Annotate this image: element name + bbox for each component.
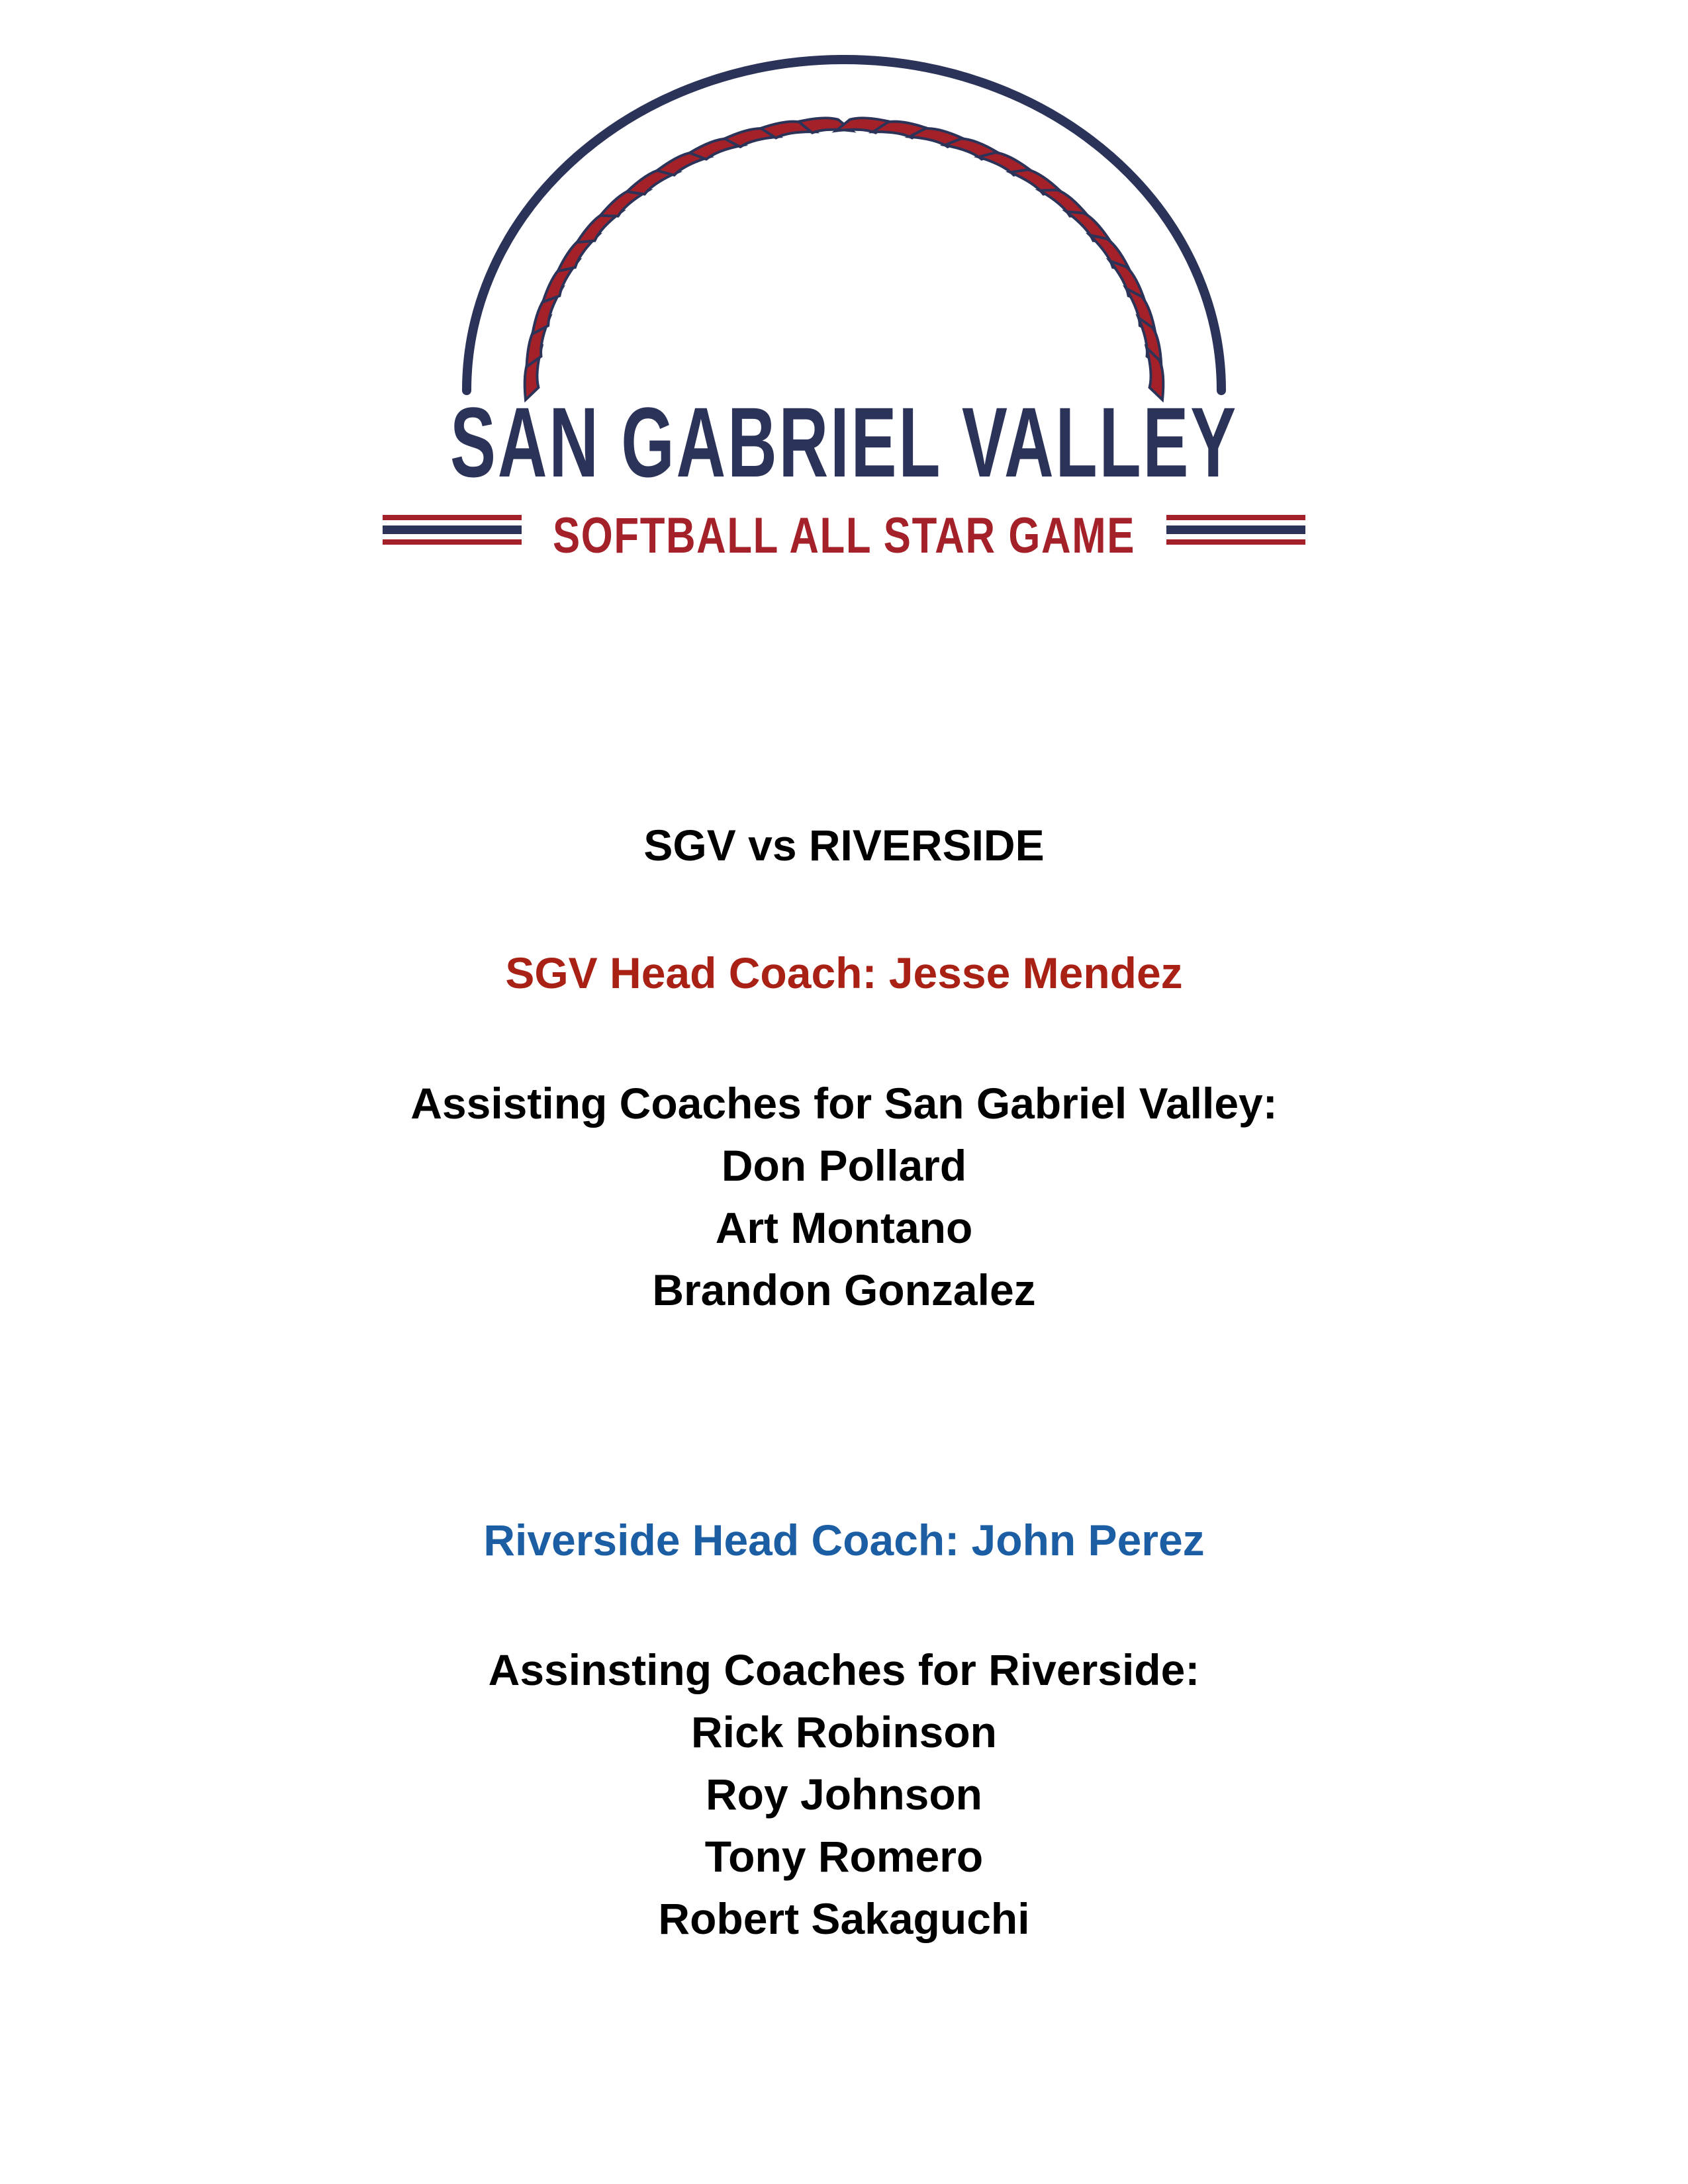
logo-title: SAN GABRIEL VALLEY xyxy=(450,387,1238,498)
matchup-heading: SGV vs RIVERSIDE xyxy=(643,821,1045,870)
riverside-assistants-heading: Assinsting Coaches for Riverside: xyxy=(488,1645,1200,1694)
riverside-assistant-1: Rick Robinson xyxy=(690,1707,998,1756)
sgv-assistants-heading: Assisting Coaches for San Gabriel Valley: xyxy=(410,1079,1278,1128)
riverside-assistant-3: Tony Romero xyxy=(704,1832,984,1881)
ball-arc xyxy=(467,60,1221,390)
stitch-marks xyxy=(524,116,1165,400)
sgv-assistant-2: Art Montano xyxy=(715,1203,973,1252)
logo xyxy=(371,86,1317,576)
sgv-head-coach: SGV Head Coach: Jesse Mendez xyxy=(505,948,1183,997)
sgv-assistant-1: Don Pollard xyxy=(721,1141,967,1190)
logo-subtitle: SOFTBALL ALL STAR GAME xyxy=(553,508,1135,564)
left-stripes xyxy=(383,515,522,545)
riverside-assistant-2: Roy Johnson xyxy=(705,1770,982,1819)
riverside-assistant-4: Robert Sakaguchi xyxy=(658,1894,1030,1943)
sgv-assistant-3: Brandon Gonzalez xyxy=(652,1265,1036,1314)
riverside-head-coach: Riverside Head Coach: John Perez xyxy=(483,1516,1205,1565)
right-stripes xyxy=(1166,515,1305,545)
